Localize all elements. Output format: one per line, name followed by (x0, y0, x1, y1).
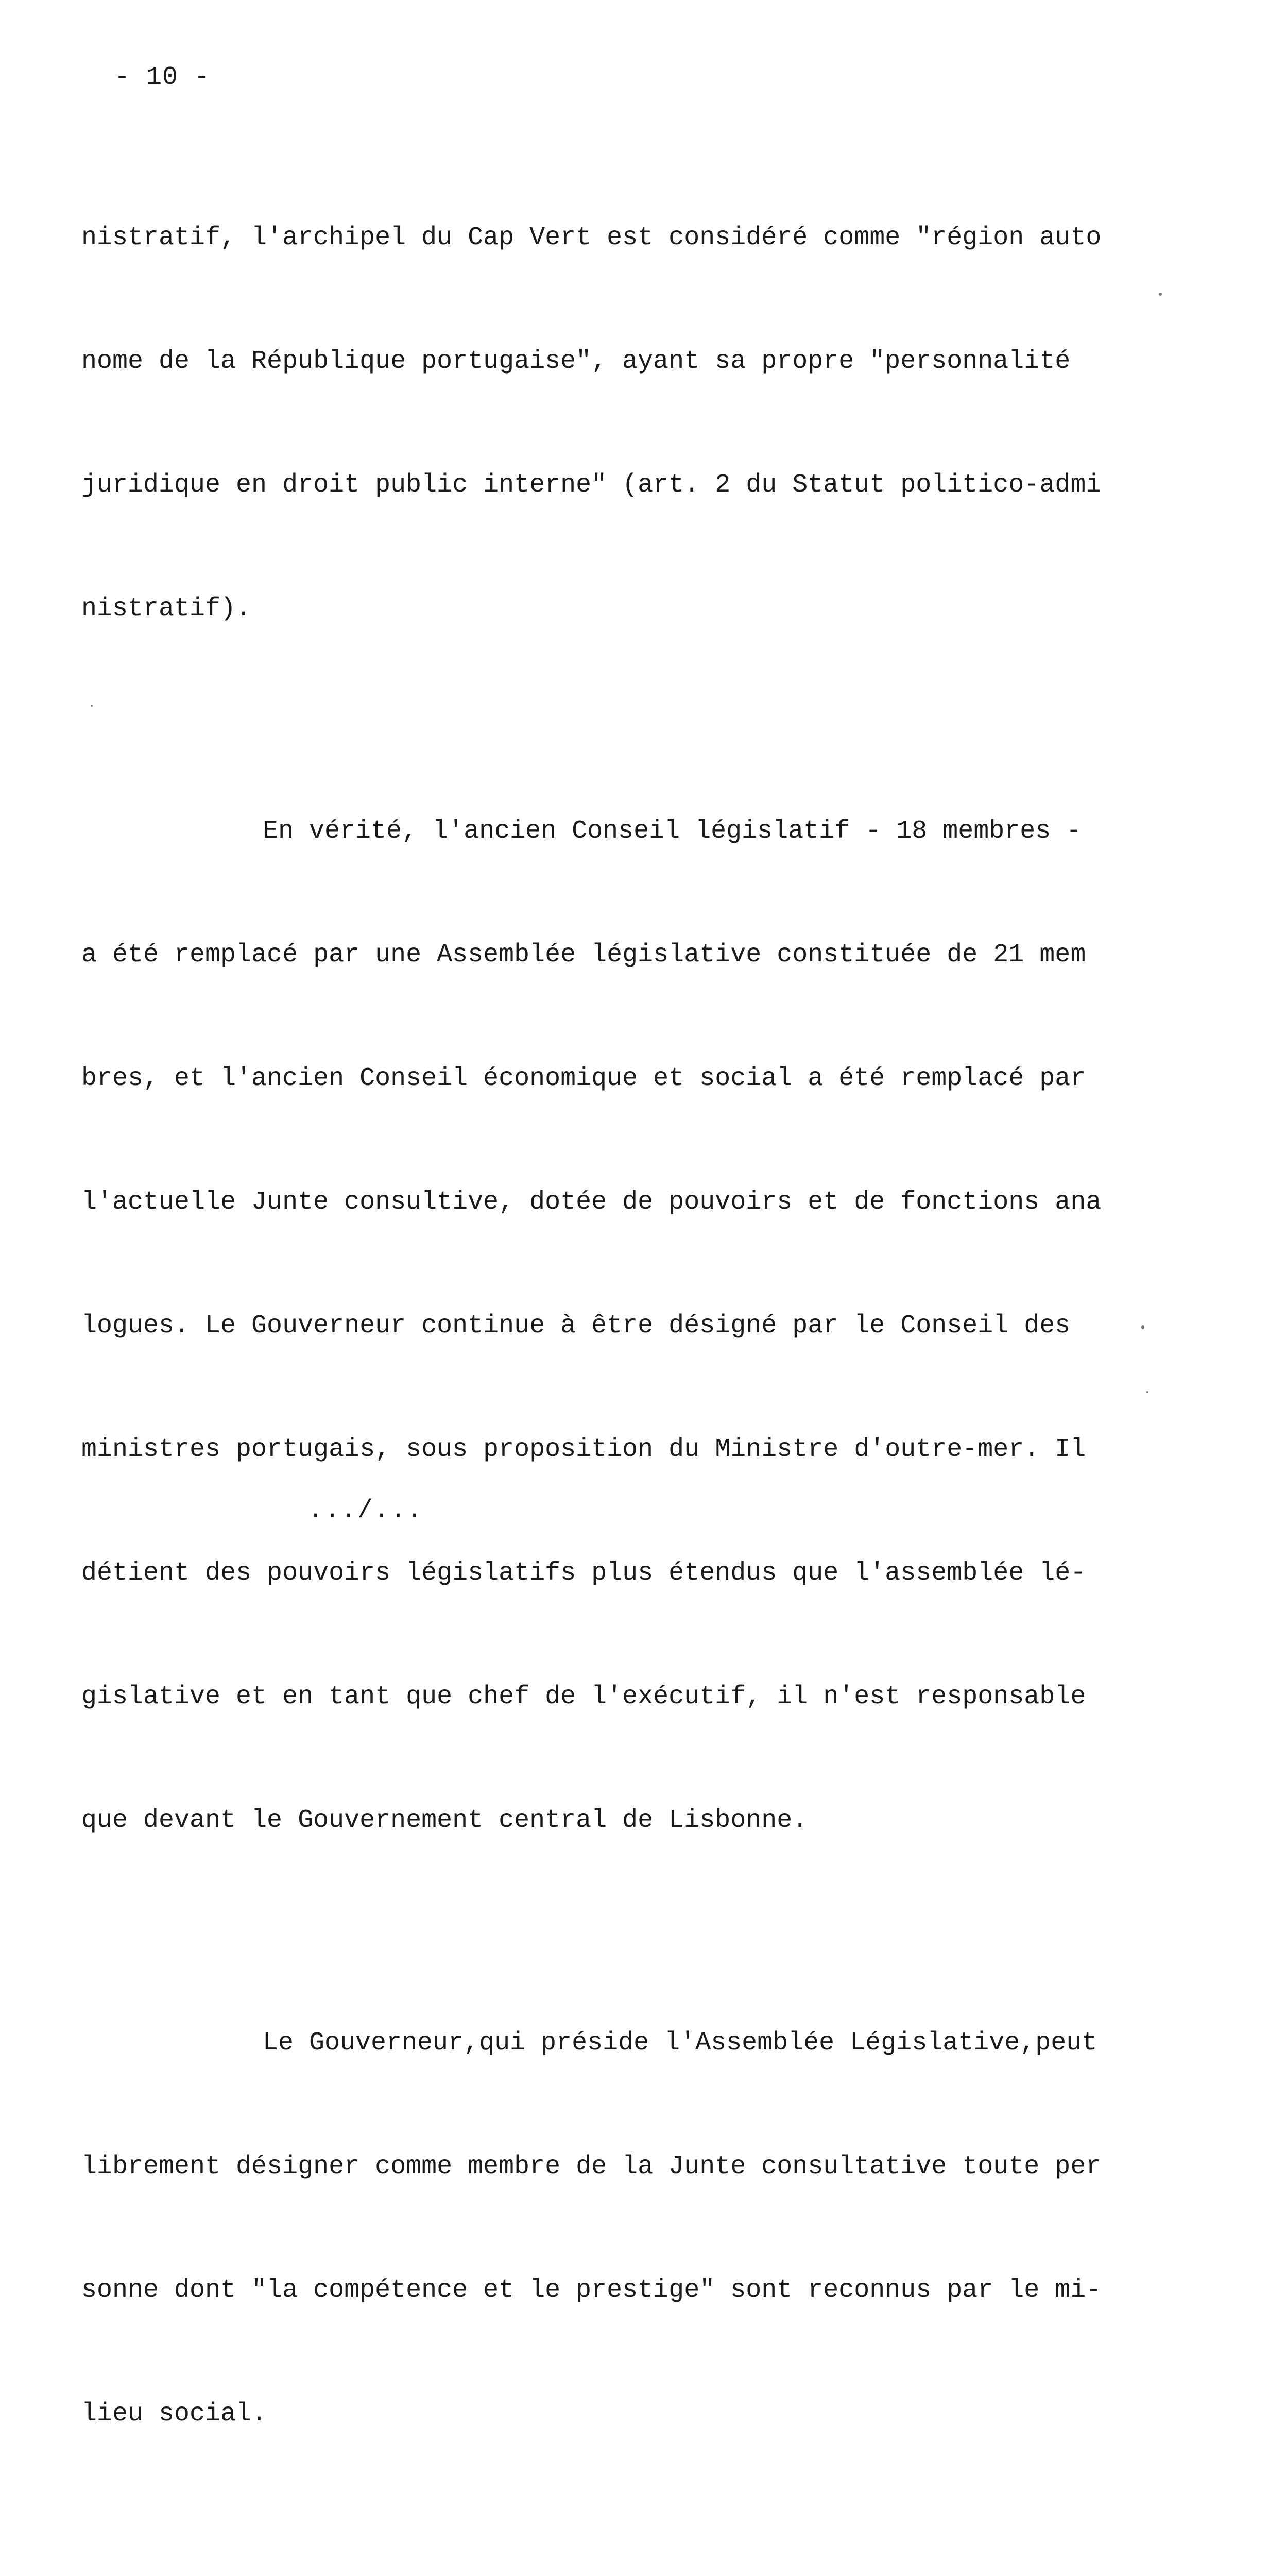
text-line: juridique en droit public interne" (art. 2 du Statut politico-admi (81, 470, 1102, 500)
body-text (81, 135, 1111, 2576)
scan-speck (1146, 1391, 1148, 1393)
text-line: l'actuelle Junte consultive, dotée de pouvoirs et de fonctions ana (81, 1188, 1102, 1217)
text-line: a été remplacé par une Assemblée législative constituée de 21 mem (81, 940, 1086, 970)
text-line: ministres portugais, sous proposition du Ministre d'outre-mer. Il (81, 1435, 1086, 1464)
scan-speck (1141, 1325, 1144, 1329)
scan-speck (1159, 293, 1162, 296)
text-line: lieu social. (81, 2399, 267, 2429)
text-line: nome de la République portugaise", ayant sa propre "personnalité (81, 347, 1071, 376)
text-line: librement désigner comme membre de la Junte consultative toute per (81, 2152, 1102, 2181)
paragraph-1 (81, 135, 1111, 712)
text-line: logues. Le Gouverneur continue à être désigné par le Conseil des (81, 1311, 1071, 1341)
scan-speck (91, 705, 93, 707)
paragraph-4 (81, 2534, 1111, 2576)
text-line: bres, et l'ancien Conseil économique et social a été remplacé par (81, 1064, 1086, 1093)
text-line: nistratif). (81, 594, 252, 623)
page-number: - 10 - (114, 63, 211, 92)
text-line: gislative et en tant que chef de l'exécutif, il n'est responsable (81, 1682, 1086, 1711)
continuation-mark: .../... (308, 1496, 424, 1526)
text-line: En vérité, l'ancien Conseil législatif - 18 membres - (263, 817, 1082, 846)
text-line: que devant le Gouvernement central de Lisbonne. (81, 1806, 808, 1835)
paragraph-3 (81, 1940, 1111, 2517)
text-line: Le Gouverneur,qui préside l'Assemblée Législative,peut (263, 2028, 1097, 2058)
text-line: nistratif, l'archipel du Cap Vert est considéré comme "région auto (81, 223, 1102, 252)
text-line: détient des pouvoirs législatifs plus étendus que l'assemblée lé- (81, 1558, 1086, 1588)
paragraph-2 (81, 728, 1111, 1924)
text-line: sonne dont "la compétence et le prestige" sont reconnus par le mi- (81, 2276, 1102, 2305)
